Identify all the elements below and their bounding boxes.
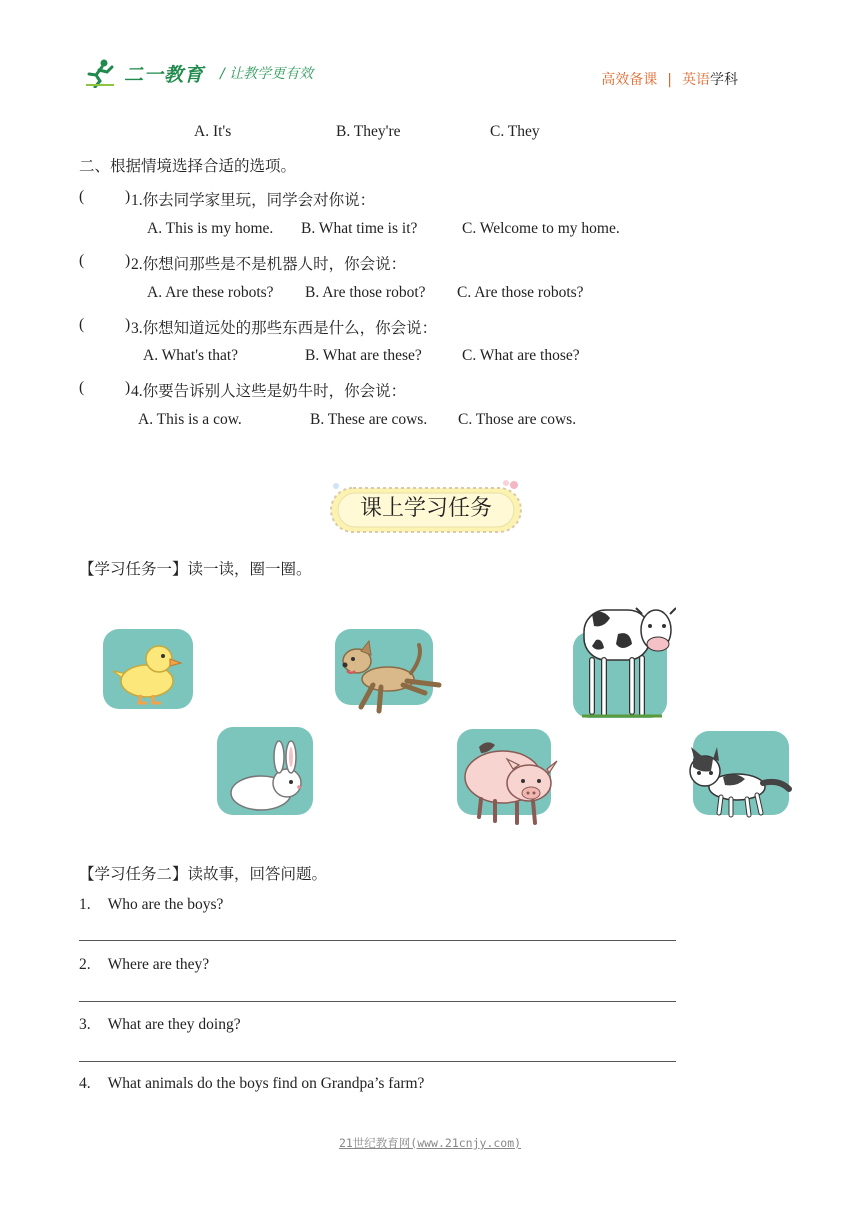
option-b: B. What time is it? xyxy=(301,220,418,237)
task1-title: 【学习任务一】读一读，圈一圈。 xyxy=(79,561,312,578)
section2-title: 二、根据情境选择合适的选项。 xyxy=(79,158,297,175)
answer-paren-close: ) xyxy=(125,188,131,205)
prev-option-b: B. They're xyxy=(336,123,401,140)
option-c: C. What are those? xyxy=(462,347,580,364)
answer-line[interactable] xyxy=(79,1001,676,1002)
prev-option-a: A. It's xyxy=(194,123,232,140)
header-subject: 高效备课 | 英语学科 xyxy=(601,72,738,88)
banner-title: 课上学习任务 xyxy=(359,496,492,521)
answer-paren-open: ( xyxy=(79,188,85,205)
brand-slogan: / 让教学更有效 xyxy=(220,66,314,82)
task2-question: 3. What are they doing? xyxy=(79,1016,241,1033)
answer-paren-open: ( xyxy=(79,379,85,396)
answer-paren-close: ) xyxy=(125,316,131,333)
option-a: A. This is my home. xyxy=(147,220,274,237)
dog-icon xyxy=(333,627,445,717)
answer-line[interactable] xyxy=(79,940,676,941)
question-prompt: 3.你想知道远处的那些东西是什么，你会说： xyxy=(131,320,438,337)
task-banner xyxy=(328,480,524,538)
answer-paren-close: ) xyxy=(125,252,131,269)
option-c: C. Are those robots? xyxy=(457,284,584,301)
task2-question: 4. What animals do the boys find on Grandpa’s farm? xyxy=(79,1075,425,1092)
option-b: B. These are cows. xyxy=(310,411,428,428)
option-c: C. Welcome to my home. xyxy=(462,220,620,237)
rabbit-icon xyxy=(217,727,315,819)
question-prompt: 4.你要告诉别人这些是奶牛时，你会说： xyxy=(131,383,407,400)
option-a: A. What's that? xyxy=(143,347,239,364)
option-a: A. Are these robots? xyxy=(147,284,274,301)
cat-icon xyxy=(683,731,795,819)
question-prompt: 2.你想问那些是不是机器人时，你会说： xyxy=(131,256,407,273)
answer-line[interactable] xyxy=(79,1061,676,1062)
option-b: B. What are these? xyxy=(305,347,422,364)
task2-title: 【学习任务二】读故事，回答问题。 xyxy=(79,866,328,883)
task2-question: 1. Who are the boys? xyxy=(79,896,224,913)
duck-icon xyxy=(103,629,195,711)
option-a: A. This is a cow. xyxy=(138,411,242,428)
cow-icon xyxy=(572,604,676,722)
pig-icon xyxy=(457,729,569,827)
footer-link[interactable]: 21世纪教育网(www.21cnjy.com) xyxy=(338,1136,522,1150)
question-prompt: 1.你去同学家里玩，同学会对你说： xyxy=(131,192,376,209)
brand-logo xyxy=(84,58,313,88)
task2-question: 2. Where are they? xyxy=(79,956,210,973)
runner-logo-icon xyxy=(84,58,118,88)
answer-paren-close: ) xyxy=(125,379,131,396)
answer-paren-open: ( xyxy=(79,252,85,269)
brand-name: 二一教育 xyxy=(124,63,205,86)
prev-option-c: C. They xyxy=(490,123,540,140)
answer-paren-open: ( xyxy=(79,316,85,333)
option-c: C. Those are cows. xyxy=(458,411,577,428)
option-b: B. Are those robot? xyxy=(305,284,426,301)
